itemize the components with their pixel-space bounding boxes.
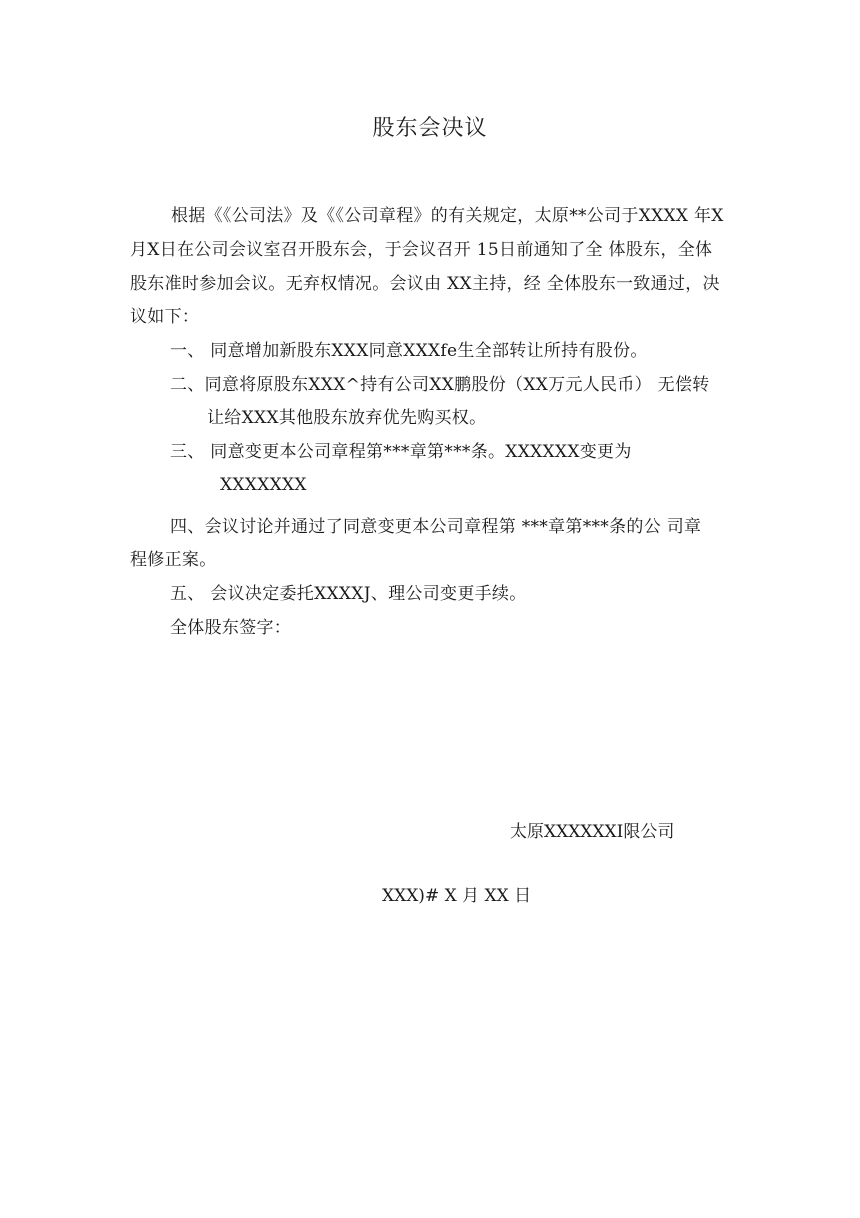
resolution-item-1: 一、 同意增加新股东XXX同意XXXfe生全部转让所持有股份。 xyxy=(170,341,648,361)
resolution-item-5: 五、 会议决定委托XXXXJ、理公司变更手续。 xyxy=(170,584,527,604)
resolution-item-3-cont: XXXXXXX xyxy=(220,475,307,495)
resolution-item-2: 二、同意将原股东XXX^持有公司XX鹏股份（XX万元人民币） 无偿转 xyxy=(170,375,710,395)
body-line-3: 股东准时参加会议。无弃权情况。会议由 XX主持，经 全体股东一致通过，决 xyxy=(130,274,720,294)
body-line-1: 根据《《公司法》及《《公司章程》的有关规定，太原**公司于XXXX 年X xyxy=(171,206,724,226)
resolution-item-4-cont: 程修正案。 xyxy=(130,550,217,570)
resolution-item-4: 四、会议讨论并通过了同意变更本公司章程第 ***章第***条的公 司章 xyxy=(170,517,702,537)
company-signature: 太原XXXXXXI限公司 xyxy=(510,822,675,842)
body-line-2: 月X日在公司会议室召开股东会，于会议召开 15日前通知了全 体股东，全体 xyxy=(130,240,713,260)
date-line: XXX)# X 月 XX 日 xyxy=(382,886,532,906)
resolution-item-3: 三、 同意变更本公司章程第***章第***条。XXXXXX变更为 xyxy=(170,442,632,462)
resolution-item-2-cont: 让给XXX其他股东放弃优先购买权。 xyxy=(207,408,487,428)
document-title: 股东会决议 xyxy=(372,116,488,141)
shareholder-signature-label: 全体股东签字： xyxy=(170,618,292,638)
body-line-4: 议如下： xyxy=(130,307,200,327)
